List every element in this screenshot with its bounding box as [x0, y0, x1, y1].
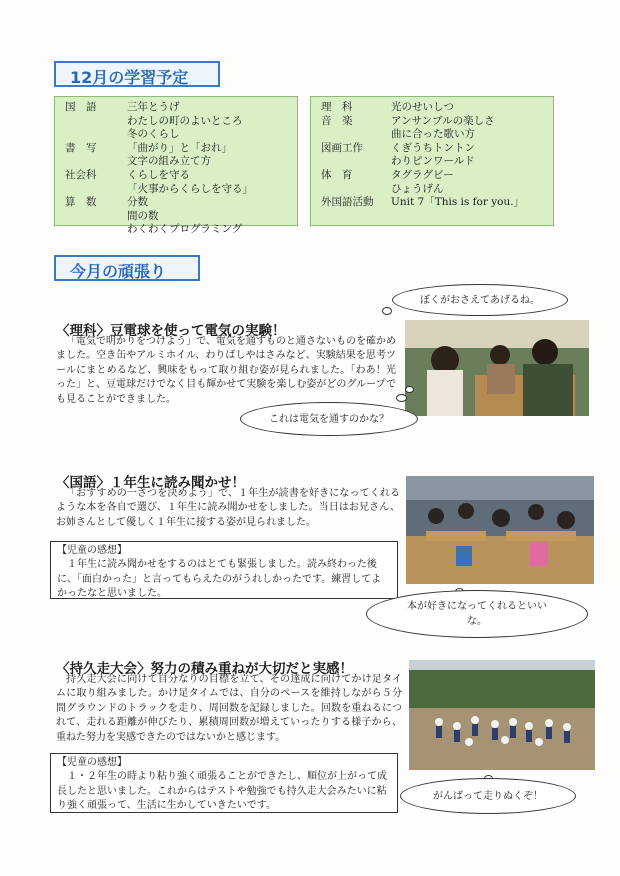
- schedule-item: 曲に合った歌い方: [391, 128, 475, 141]
- science-bubble-top: ぼくがおさえてあげるね。: [392, 284, 568, 316]
- bubble-tail-dot: [405, 386, 414, 393]
- schedule-item: わくわくプログラミング: [127, 223, 243, 236]
- marathon-photo: [409, 660, 595, 770]
- schedule-row: [317, 101, 547, 115]
- schedule-item: くぎうちトントン: [391, 141, 475, 154]
- schedule-header: 12月の学習予定: [54, 61, 220, 87]
- japanese-photo: [406, 476, 594, 584]
- schedule-item: 間の数: [127, 209, 159, 222]
- schedule-row: [61, 196, 291, 237]
- effort-header: 今月の頑張り: [54, 255, 200, 281]
- schedule-item: 「火事からくらしを守る」: [127, 182, 253, 195]
- schedule-item: 分数: [127, 196, 148, 209]
- schedule-subject: 音 楽: [321, 114, 353, 127]
- science-photo: [405, 320, 589, 416]
- schedule-subject: 国 語: [65, 101, 97, 113]
- schedule-row: [317, 196, 547, 210]
- schedule-row: [317, 142, 547, 169]
- japanese-body: 「おすすめの一さつを決めよう」で、１年生が読書を好きになってくれるような本を各自で選び、１年生に読み聞かせをしました。当日はお兄さん、お姉さんとして優しく１年生に接する姿が見られました。: [56, 488, 400, 528]
- marathon-bubble: がんばって走りぬくぞ！: [400, 778, 576, 814]
- schedule-item: 冬のくらし: [127, 128, 180, 141]
- schedule-row: [61, 101, 291, 142]
- schedule-item: Unit 7「This is for you.」: [391, 196, 525, 209]
- schedule-subject: 社会科: [65, 168, 97, 181]
- impression-text: １年生に読み聞かせをするのはとても緊張しました。読み終わった後に、「面白かった」と言ってもらえたのがうれしかったです。練習してよかったなと思いました。: [57, 559, 382, 600]
- schedule-items: [391, 142, 547, 169]
- schedule-item: 光のせいしつ: [391, 101, 454, 113]
- schedule-items: [127, 196, 291, 237]
- marathon-title: 〈持久走大会〉努力の積み重ねが大切だと実感！: [56, 661, 353, 677]
- schedule-row: [317, 169, 547, 196]
- schedule-item: 「曲がり」と「おれ」: [127, 141, 232, 154]
- schedule-subject: 書 写: [65, 141, 97, 154]
- science-body: 「電気で明かりをつけよう」で、電気を通すものと通さないものを確かめました。空き缶やアルミホイル、わりばしやはさみなど、実験結果を思考ツールにまとめるなど、興味をもって取り組む姿が見られました。「わあ！光った」と、豆電球だけでなく目も輝かせて実験を楽しむ姿がどのグループでも見ることができました。: [56, 336, 396, 405]
- japanese-title: 〈国語〉１年生に読み聞かせ！: [56, 475, 245, 491]
- schedule-items: [127, 101, 291, 142]
- schedule-right-box: [310, 96, 554, 226]
- schedule-item: ひょうげん: [391, 182, 444, 195]
- schedule-items: [391, 196, 547, 210]
- schedule-item: わりピンワールド: [391, 155, 475, 168]
- schedule-subject: 算 数: [65, 196, 97, 209]
- schedule-row: [61, 169, 291, 196]
- bubble-tail-dot: [382, 307, 392, 315]
- schedule-items: [127, 142, 291, 169]
- japanese-bubble: 本が好きになってくれるといいな。: [366, 590, 588, 638]
- impression-text: １・２年生の時より粘り強く頑張ることができたし、順位が上がって成長したと思いました。これからはテストや勉強でも持久走大会みたいに粘り強く頑張って、生活に生かしていきたいです。: [57, 771, 387, 812]
- schedule-item: アンサンブルの楽しさ: [391, 114, 495, 127]
- schedule-items: [391, 115, 547, 142]
- schedule-left-box: [54, 96, 298, 236]
- schedule-subject: 理 科: [321, 101, 353, 113]
- japanese-impression-box: [50, 541, 398, 599]
- science-title: 〈理科〉豆電球を使って電気の実験！: [56, 323, 286, 339]
- bubble-tail-dot: [396, 394, 407, 402]
- impression-label: 【児童の感想】: [57, 545, 127, 556]
- schedule-subject: 体 育: [321, 168, 353, 181]
- schedule-items: [127, 169, 291, 196]
- schedule-item: くらしを守る: [127, 168, 190, 181]
- schedule-item: タグラグビー: [391, 168, 454, 181]
- schedule-subject: 図画工作: [321, 141, 363, 154]
- science-bubble-bottom: これは電気を通すのかな？: [240, 402, 418, 436]
- marathon-impression-box: [50, 753, 398, 813]
- schedule-items: [391, 101, 547, 115]
- schedule-items: [391, 169, 547, 196]
- impression-label: 【児童の感想】: [57, 757, 127, 768]
- schedule-subject: 外国語活動: [321, 196, 374, 209]
- schedule-item: 三年とうげ: [127, 101, 180, 113]
- schedule-item: わたしの町のよいところ: [127, 114, 243, 127]
- schedule-item: 文字の組み立て方: [127, 155, 211, 168]
- schedule-row: [317, 115, 547, 142]
- marathon-body: 持久走大会に向けて自分なりの目標を立て、その達成に向けてかけ足タイムに取り組みました。かけ足タイムでは、自分のペースを維持しながら５分間グラウンドのトラックを走り、周回数を記録しました。回数を重ねるにつれて、走れる距離が伸びたり、累積周回数が増えていったりする様子から、重ねた努力を実感できたのではないかと感じます。: [56, 674, 402, 743]
- schedule-row: [61, 142, 291, 169]
